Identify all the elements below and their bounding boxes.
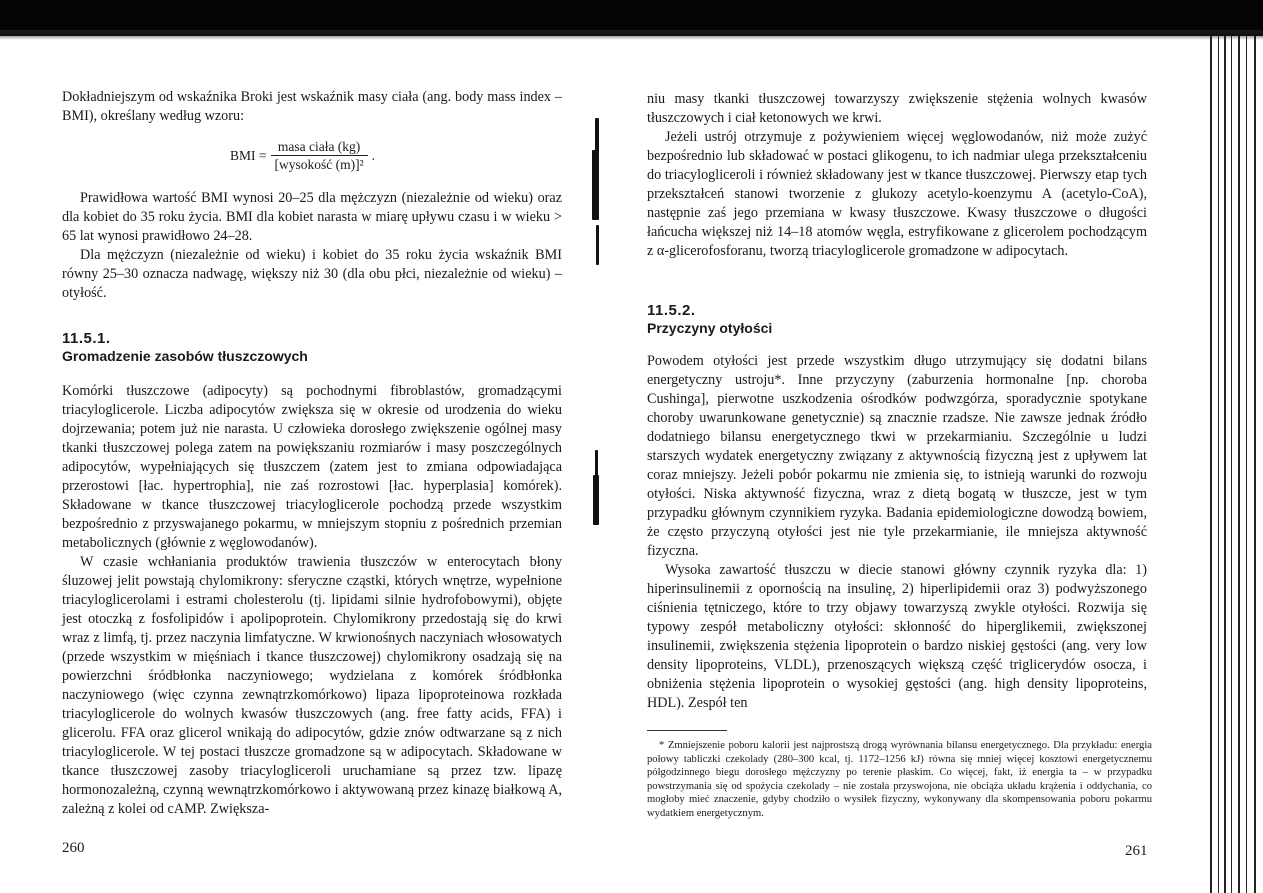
edge-line	[1224, 36, 1226, 893]
gutter-mark	[596, 225, 599, 265]
paragraph: Powodem otyłości jest przede wszystkim długo utrzymujący się dodatni bilans energetyczny ustroju*. Inne przyczyny (zaburzenia hormonalne [np. choroba Cushinga], pierwotne uszkodzenia ośrodków podwzgórza, sporadycznie spotykane choroby uwarunkowane genetycznie) są znacznie rzadsze. Nie zawsze jednak źródło dodatniego bilansu energetycznego tkwi w przekarmianiu. Szczególnie u ludzi starszych wydatek energetyczny związany z aktywnością fizyczną jest z upływem lat coraz mniejszy. Jeżeli pobór pokarmu nie zmienia się, to istnieją warunki do rozwoju otyłości. Niska aktywność fizyczna, wraz z dietą bogatą w tłuszcze, jest w tym przypadku głównym czynnikiem ryzyka. Badania epidemiologiczne dowodzą bowiem, że często przyczyną otyłości jest nie tyle przekarmianie, ile mniejsza aktywność fizyczna.	[647, 353, 1147, 559]
formula-fraction	[271, 139, 368, 173]
section-body	[647, 352, 1147, 713]
footnote-rule	[647, 730, 727, 731]
book-edge	[1200, 36, 1263, 893]
formula-lhs: BMI =	[230, 148, 267, 163]
edge-line	[1254, 36, 1256, 893]
gutter-mark	[592, 150, 599, 220]
section-number: 11.5.2.	[647, 302, 696, 319]
edge-line	[1231, 36, 1232, 893]
paragraph: W czasie wchłaniania produktów trawienia tłuszczów w enterocytach błony śluzowej jelit powstają chylomikrony: sferyczne cząstki, których wnętrze, wypełnione triacyloglicerolami i estrami cholesterolu (tj. lipidami silnie hydrofobowymi), objęte jest otoczką z fosfolipidów i apolipoprotein. Chylomikrony przedostają się do krwi wraz z limfą, tj. przez naczynia limfatyczne. W krwionośnych naczyniach włosowatych (przede wszystkim w mięśniach i tkance tłuszczowej) chylomikrony osadzają się na powierzchni śródbłonka naczyniowego; wydzielana z komórek śródbłonka naczyniowego (więc czynna zewnątrzkomórkowo) lipaza lipoproteinowa rozkłada triacyloglicerole do wolnych kwasów tłuszczowych (ang. free fatty acids, FFA) i glicerolu. FFA oraz glicerol wnikają do adipocytów, gdzie znów odtwarzane są z nich triacyloglicerole. W tej postaci tłuszcze gromadzone są w adipocytach. Składowane w tkance tłuszczowej zasoby triacylogliceroli uruchamiane są przez tzw. lipazę hormonozależną, czynną wewnątrzkomórkowo i aktywowaną przez kinazę białkową A, zależną z kolei od cAMP. Zwiększa-	[62, 554, 562, 817]
edge-line	[1218, 36, 1219, 893]
edge-line	[1238, 36, 1240, 893]
gutter-mark	[593, 475, 599, 525]
edge-line	[1246, 36, 1247, 893]
intro-paragraph: Dokładniejszym od wskaźnika Broki jest wskaźnik masy ciała (ang. body mass index – BMI), określany według wzoru:	[62, 89, 562, 124]
formula-denominator: [wysokość (m)]²	[274, 157, 364, 172]
left-page	[0, 0, 600, 893]
continuation-block	[647, 90, 1147, 261]
paragraph: niu masy tkanki tłuszczowej towarzyszy zwiększenie stężenia wolnych kwasów tłuszczowych i ciał ketonowych we krwi.	[647, 91, 1147, 126]
formula-numerator: masa ciała (kg)	[277, 139, 361, 154]
paragraph: Dla mężczyzn (niezależnie od wieku) i kobiet do 35 roku życia wskaźnik BMI równy 25–30 oznacza nadwagę, większy niż 30 (dla obu płci, niezależnie od wieku) – otyłość.	[62, 247, 562, 301]
section-body	[62, 382, 562, 819]
paragraph: Prawidłowa wartość BMI wynosi 20–25 dla mężczyzn (niezależnie od wieku) oraz dla kobiet do 35 roku życia. BMI dla kobiet narasta w miarę upływu czasu i w wieku > 65 lat wynosi prawidłowo 24–28.	[62, 190, 562, 244]
page-number: 260	[62, 840, 85, 856]
footnote-text: * Zmniejszenie poboru kalorii jest najprostszą drogą wyrównania bilansu energetycznego. Dla przykładu: energia połowy tabliczki czekolady (280–300 kcal, tj. 1172–1256 kJ) równa się mniej więcej kosztowi energetycznemu półgodzinnego biegu dorosłego mężczyzny po terenie płaskim. Co więcej, fakt, iż energia ta – w przypadku powstrzymania się od spożycia czekolady – nie została przyswojona, nie obciąża układu krążenia i oddychania, co mogłoby mieć znaczenie, gdyby chodziło o wysiłek fizyczny, wykonywany dla skompensowania poboru pokarmu wydatkiem energetycznym.	[647, 740, 1152, 819]
formula-end: .	[371, 148, 376, 163]
paragraph: Komórki tłuszczowe (adipocyty) są pochodnymi fibroblastów, gromadzącymi triacyloglicerole. Liczba adipocytów zwiększa się w okresie od urodzenia do wieku dojrzewania; potem już nie narasta. U człowieka dorosłego zwiększenie ogólnej masy tkanki tłuszczowej polega zatem na powiększaniu rozmiarów i masy poszczególnych adipocytów, wypełniających się tłuszczem (zatem jest to zmiana odpowiadająca przerostowi [łac. hypertrophia], nie zaś rozrostowi [łac. hyperplasia] komórek). Składowane w tkance tłuszczowej triacyloglicerole pochodzą przede wszystkim bezpośrednio z przyswajanego pokarmu, w mniejszym stopniu z pośrednich przemian metabolicznych (głównie z węglowodanów).	[62, 383, 562, 551]
section-title: Przyczyny otyłości	[647, 320, 773, 336]
section-title: Gromadzenie zasobów tłuszczowych	[62, 348, 308, 364]
page-number: 261	[1125, 843, 1148, 859]
footnote	[647, 739, 1152, 821]
bmi-formula	[230, 139, 375, 173]
intro-block	[62, 88, 562, 126]
paragraph: Wysoka zawartość tłuszczu w diecie stanowi główny czynnik ryzyka dla: 1) hiperinsulinemii z opornością na insulinę, 2) hiperlipidemii oraz 3) podwyższonego ciśnienia tętniczego, które to trzy objawy towarzyszą zwykle otyłości. Rozwija się typowy zespół metaboliczny otyłości: skłonność do hiperglikemii, zwiększonej insulinemii, zwiększenia stężenia lipoprotein o bardzo niskiej gęstości (ang. very low density lipoproteins, VLDL), przenoszących większą część triglicerydów osocza, i obniżenia stężenia lipoprotein o wysokiej gęstości (ang. high density lipoproteins, HDL). Zespół ten	[647, 562, 1147, 711]
edge-line	[1210, 36, 1212, 893]
paragraph: Jeżeli ustrój otrzymuje z pożywieniem więcej węglowodanów, niż może zużyć bezpośrednio lub składować w postaci glikogenu, to ich nadmiar ulega przekształceniu do triacylogliceroli i również składowany jest w tkance tłuszczowej. Pierwszy etap tych przekształceń stanowi tworzenie z glukozy acetylo-koenzymu A (acetylo-CoA), następnie zaś jego przemiana w kwasy tłuszczowe. Kwasy tłuszczowe o długości łańcucha większej niż 14–18 atomów węgla, estryfikowane z glicerolem pochodzącym z α-glicerofosforanu, tworzą triacyloglicerole gromadzone w adipocytach.	[647, 129, 1147, 259]
bmi-norms-block	[62, 189, 562, 303]
section-number: 11.5.1.	[62, 330, 111, 347]
